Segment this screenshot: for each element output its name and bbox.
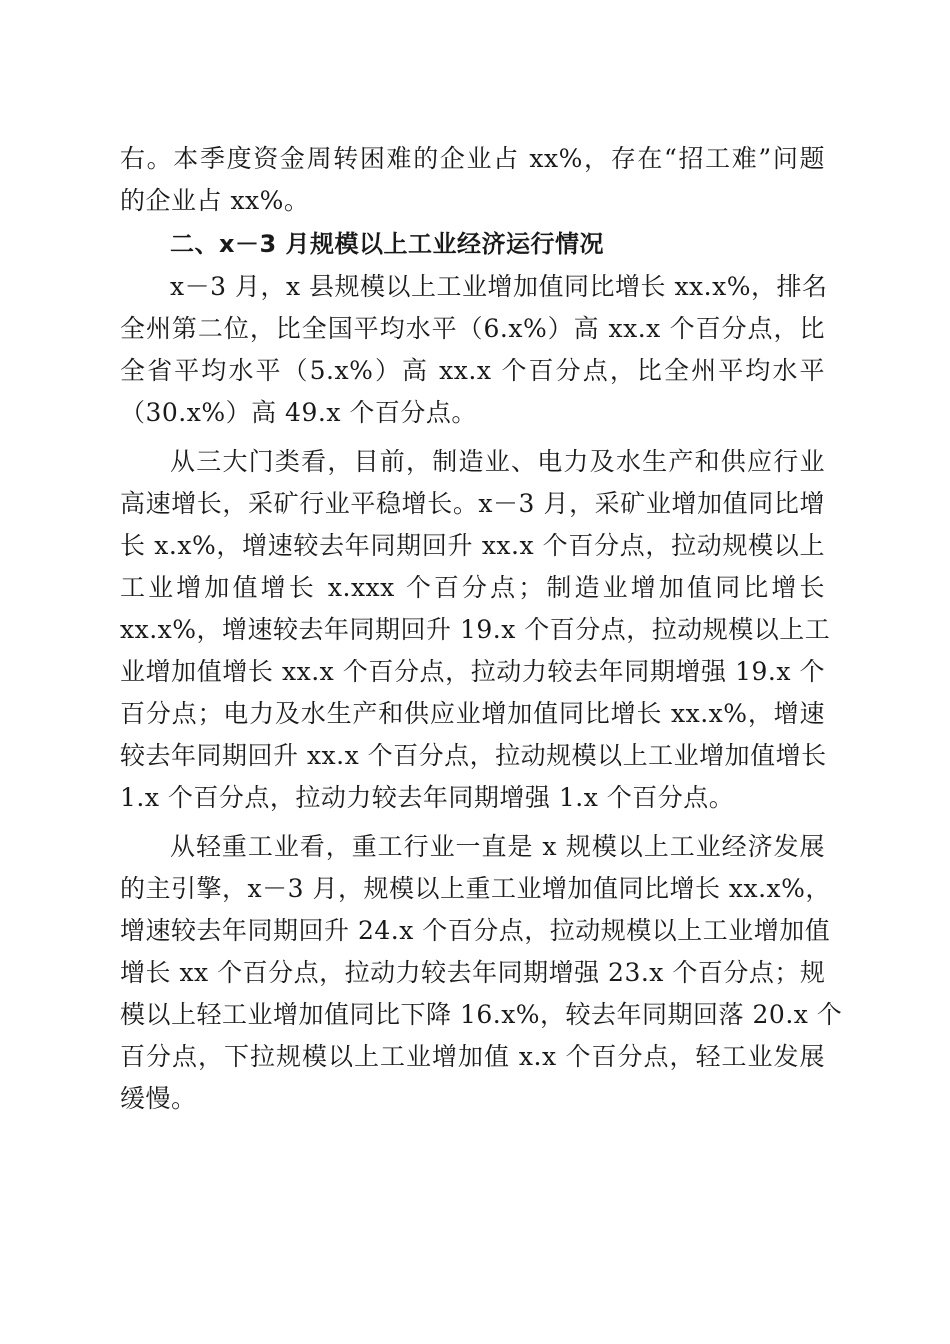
text-line: 百分点；电力及水生产和供应业增加值同比增长 xx.x%，增速 — [120, 699, 825, 728]
text-line: 工业增加值增长 x.xxx 个百分点；制造业增加值同比增长 — [120, 573, 825, 602]
text-line: x－3 月，x 县规模以上工业增加值同比增长 xx.x%，排名 — [170, 272, 828, 301]
text-line: （30.x%）高 49.x 个百分点。 — [120, 398, 477, 427]
text-line: 高速增长，采矿行业平稳增长。x－3 月，采矿业增加值同比增 — [120, 489, 825, 518]
text-line: 全省平均水平（5.x%）高 xx.x 个百分点，比全州平均水平 — [120, 356, 825, 385]
text-line: 增速较去年同期回升 24.x 个百分点，拉动规模以上工业增加值 — [120, 916, 831, 945]
text-line: 全州第二位，比全国平均水平（6.x%）高 xx.x 个百分点，比 — [120, 314, 825, 343]
section-heading: 二、x－3 月规模以上工业经济运行情况 — [170, 230, 605, 258]
text-line: 的主引擎，x－3 月，规模以上重工业增加值同比增长 xx.x%， — [120, 874, 831, 903]
text-line: 1.x 个百分点，拉动力较去年同期增强 1.x 个百分点。 — [120, 783, 735, 812]
text-line: 右。本季度资金周转困难的企业占 xx%，存在“招工难”问题 — [120, 144, 825, 173]
paragraph-3 — [120, 826, 843, 1120]
document-page — [120, 138, 843, 1120]
text-line: 模以上轻工业增加值同比下降 16.x%，较去年同期回落 20.x 个 — [120, 1000, 843, 1029]
text-line: 百分点，下拉规模以上工业增加值 x.x 个百分点，轻工业发展 — [120, 1042, 825, 1071]
paragraph-2 — [120, 441, 831, 819]
paragraph-intro — [120, 138, 825, 222]
text-line: 长 x.x%，增速较去年同期回升 xx.x 个百分点，拉动规模以上 — [120, 531, 825, 560]
text-line: 业增加值增长 xx.x 个百分点，拉动力较去年同期增强 19.x 个 — [120, 657, 825, 686]
text-line: xx.x%，增速较去年同期回升 19.x 个百分点，拉动规模以上工 — [120, 615, 831, 644]
text-line: 从轻重工业看，重工行业一直是 x 规模以上工业经济发展 — [170, 832, 825, 861]
text-line: 增长 xx 个百分点，拉动力较去年同期增强 23.x 个百分点；规 — [120, 958, 826, 987]
text-line: 的企业占 xx%。 — [120, 186, 310, 215]
text-line: 较去年同期回升 xx.x 个百分点，拉动规模以上工业增加值增长 — [120, 741, 827, 770]
text-line: 缓慢。 — [120, 1084, 197, 1113]
paragraph-1 — [120, 266, 828, 434]
text-line: 从三大门类看，目前，制造业、电力及水生产和供应行业 — [170, 447, 825, 476]
